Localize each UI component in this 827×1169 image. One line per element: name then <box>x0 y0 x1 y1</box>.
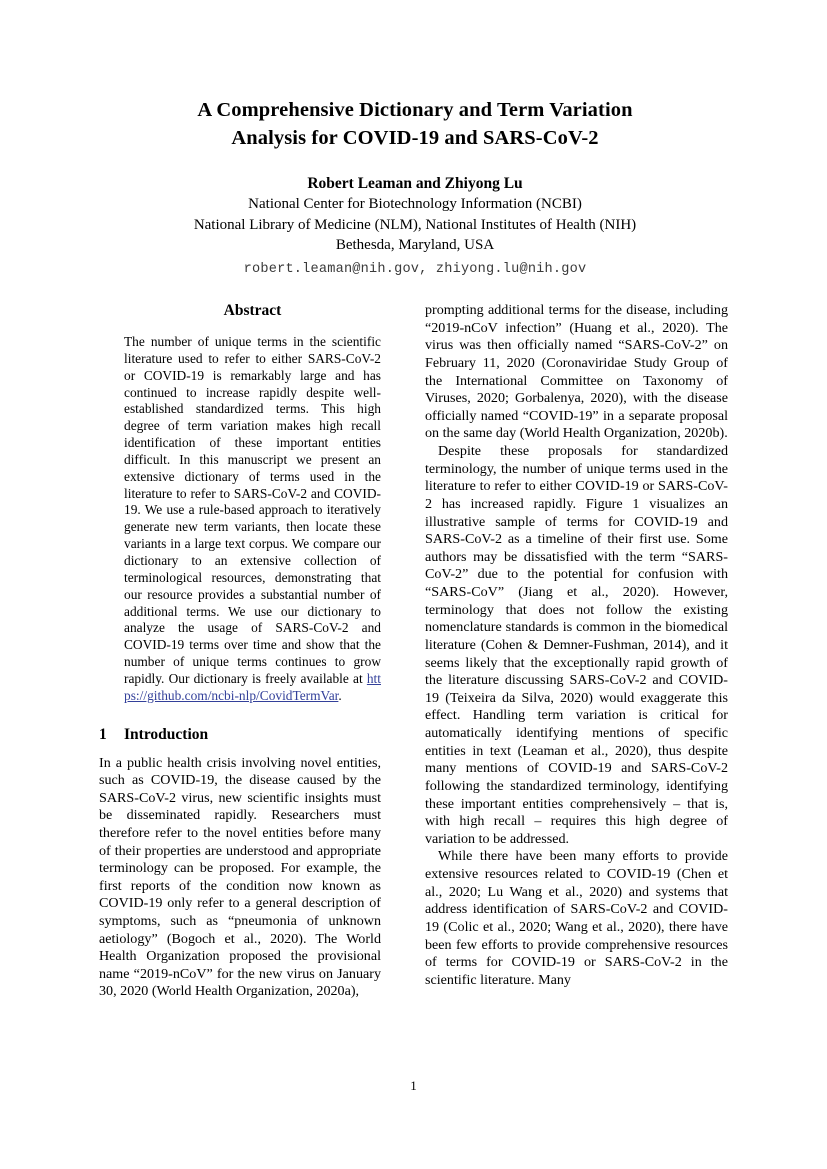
right-column <box>425 302 728 989</box>
introduction-paragraph-1-part-a: In a public health crisis involving novel entities, such as COVID-19, the disease caused by the SARS-CoV-2 virus, new scientific insights must be disseminated rapidly. Researchers must therefore refer to the novel entities before many of their properties are understood and appropriate terminology can be proposed. For example, the first reports of the condition now known as COVID-19 only refer to a general description of symptoms, such as “pneumonia of unknown aetiology” (Bogoch et al., 2020). The World Health Organization proposed the provisional name “2019-nCoV” for the new virus on January 30, 2020 (World Health Organization, 2020a), <box>99 754 381 1000</box>
abstract-text-after-link: . <box>338 687 342 703</box>
abstract-section <box>124 302 381 705</box>
title-line-1: A Comprehensive Dictionary and Term Variation <box>197 99 633 121</box>
introduction-paragraph-2: Despite these proposals for standardized terminology, the number of unique terms used in the literature to refer to either COVID-19 or SARS-CoV-2 has increased rapidly. Figure 1 visualizes an illustrative sample of terms for COVID-19 and SARS-CoV-2 as a timeline of their first use. Some authors may be dissatisfied with the term “SARS-CoV-2” due to the potential for confusion with “SARS-CoV” (Jiang et al., 2020). However, terminology that does not follow the existing nomenclature standards is common in the biomedical literature (Cohen & Demner-Fushman, 2014), and it seems likely that the exceptionally rapid growth of the literature discussing SARS-CoV-2 and COVID-19 (Teixeira da Silva, 2020) would exaggerate this effect. Handling term variation is critical for automatically identifying mentions of specific entities in text (Leaman et al., 2020), thus despite many mentions of COVID-19 and SARS-CoV-2 following the standardized terminology, identifying these important entities comprehensively – that is, with high recall – requires this high degree of variation to be addressed. <box>425 443 728 847</box>
section-title: Introduction <box>124 725 209 743</box>
title-line-2: Analysis for COVID-19 and SARS-CoV-2 <box>231 127 599 149</box>
author-list: Robert Leaman and Zhiyong Lu <box>307 175 523 192</box>
left-column <box>99 302 381 1001</box>
title-block <box>100 96 730 279</box>
section-heading-introduction <box>99 725 381 744</box>
covidtermvar-link[interactable]: https://github.com/ncbi-nlp/CovidTermVar <box>124 670 381 703</box>
abstract-text-before-link: The number of unique terms in the scientific literature used to refer to either SARS-CoV-2 or COVID-19 is remarkably large and has continued to increase rapidly despite well-established standardized terms. This high degree of term variation makes high recall identification of these important entities difficult. In this manuscript we present an extensive dictionary of terms used in the literature to refer to SARS-CoV-2 and COVID-19. We use a rule-based approach to iteratively generate new term variants, then locate these variants in a large text corpus. We compare our dictionary to an extensive collection of terminological resources, demonstrating that our resource provides a substantial number of additional terms. We use our dictionary to analyze the usage of SARS-CoV-2 and COVID-19 terms over time and show that the number of unique terms continues to grow rapidly. Our dictionary is freely available at <box>124 334 381 686</box>
introduction-paragraph-1-part-b: prompting additional terms for the disease, including “2019-nCoV infection” (Huang et al., 2020). The virus was then officially named “SARS-CoV-2” on February 11, 2020 (Coronaviridae Study Group of the International Committee on Taxonomy of Viruses, 2020; Gorbalenya, 2020), with the disease officially named “COVID-19” in a separate proposal on the same day (World Health Organization, 2020b). <box>425 302 728 442</box>
author-emails: robert.leaman@nih.gov, zhiyong.lu@nih.gov <box>243 261 587 277</box>
abstract-body <box>124 334 381 705</box>
abstract-heading: Abstract <box>223 302 282 319</box>
introduction-paragraph-3: While there have been many efforts to provide extensive resources related to COVID-19 (Chen et al., 2020; Lu Wang et al., 2020) and systems that address identification of SARS-CoV-2 and COVID-19 (Colic et al., 2020; Wang et al., 2020), there have been few efforts to provide comprehensive resources of terms for COVID-19 or SARS-CoV-2 in the scientific literature. Many <box>425 848 728 988</box>
page-title <box>100 96 730 152</box>
page-number: 1 <box>410 1078 417 1093</box>
affiliation-line-3: Bethesda, Maryland, USA <box>335 237 495 253</box>
section-number: 1 <box>99 725 107 743</box>
affiliation-line-1: National Center for Biotechnology Information (NCBI) <box>248 196 582 212</box>
affiliation-line-2: National Library of Medicine (NLM), National Institutes of Health (NIH) <box>193 216 637 233</box>
